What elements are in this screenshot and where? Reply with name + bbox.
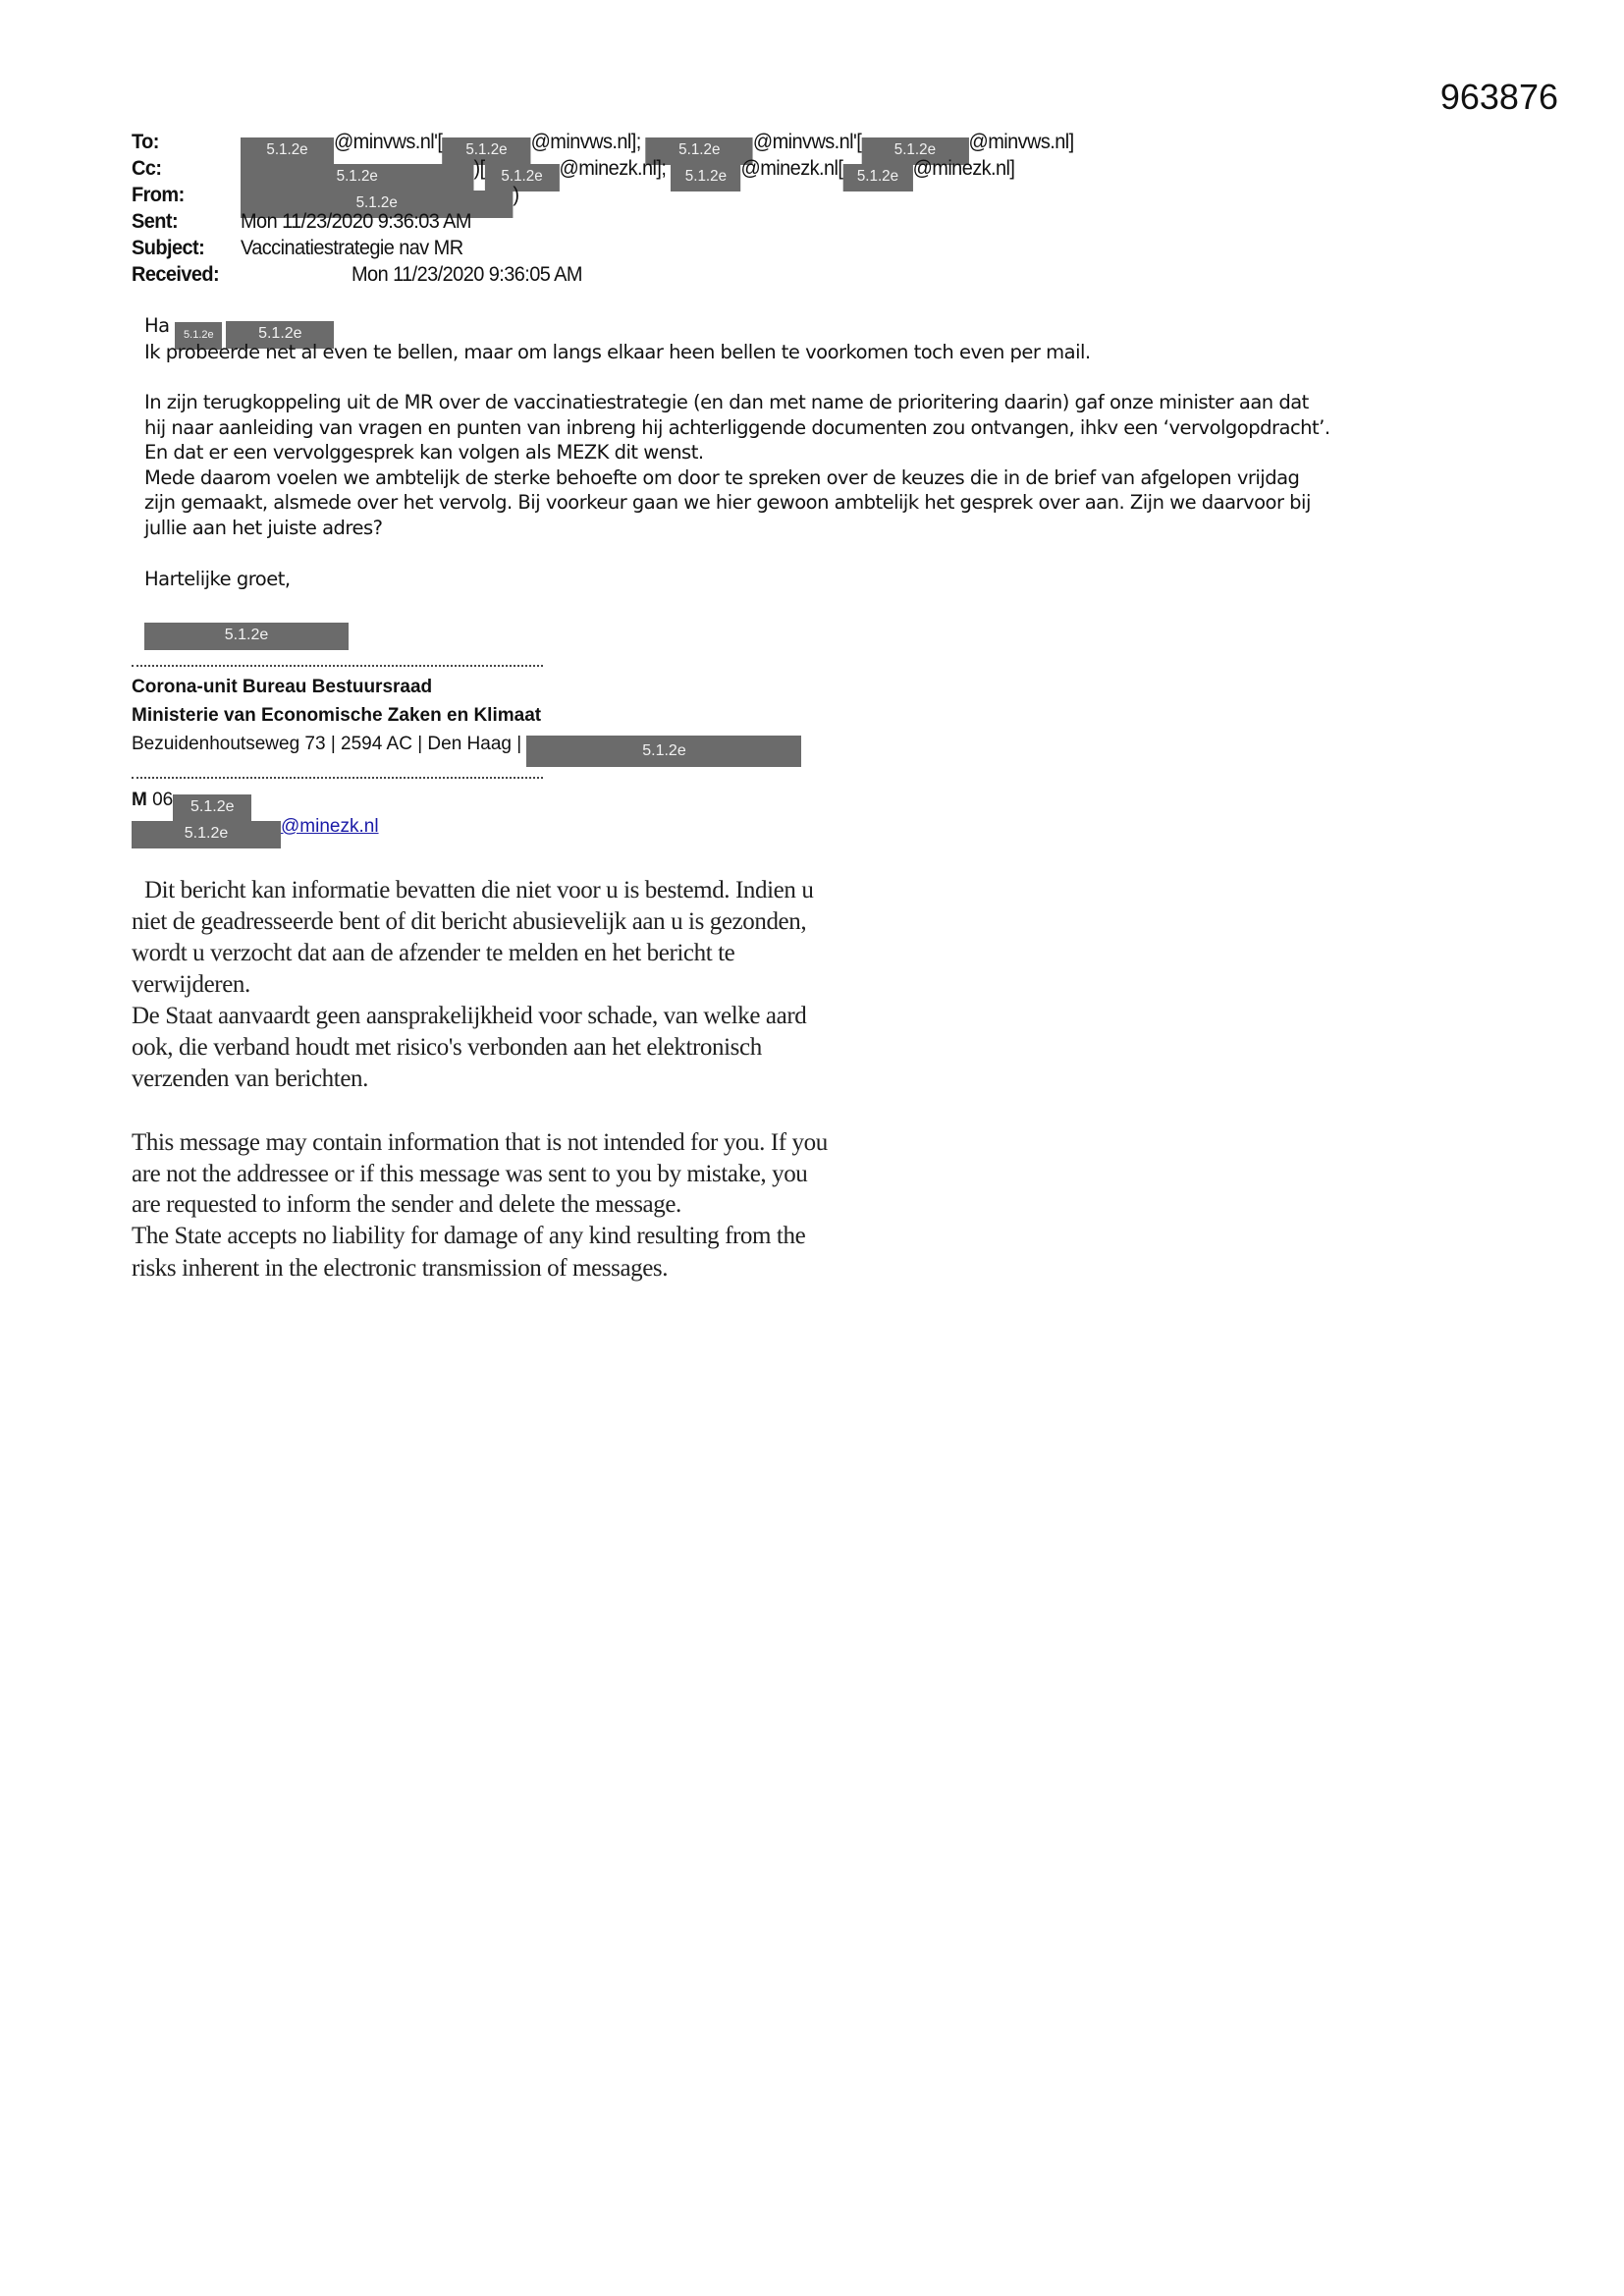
body-line: jullie aan het juiste adres? (144, 517, 383, 539)
redaction: 5.1.2e (226, 321, 334, 349)
cc-part: )[ (473, 157, 485, 180)
redaction: 5.1.2e (241, 164, 474, 191)
redaction: 5.1.2e (646, 137, 753, 165)
closing: Hartelijke groet, (144, 568, 291, 590)
disclaimer-line: are requested to inform the sender and delete the message. (132, 1191, 681, 1218)
body-line: In zijn terugkoppeling uit de MR over de vaccinatiestrategie (en dan met name de prioritering daarin) gaf onze minister aan dat (144, 391, 1309, 413)
document-id: 963876 (1439, 77, 1558, 117)
body-line: Ik probeerde net al even te bellen, maar om langs elkaar heen bellen te voorkomen toch even per mail. (144, 341, 1091, 363)
body-line: hij naar aanleiding van vragen en punten van inbreng hij achterliggende documenten zou ontvangen, ihkv een ‘vervolgopdracht’. (144, 416, 1330, 439)
disclaimer-line: Dit bericht kan informatie bevatten die niet voor u is bestemd. Indien u (144, 877, 814, 903)
to-part: @minvws.nl'[ (752, 131, 862, 153)
redaction: 5.1.2e (671, 164, 740, 191)
disclaimer-line: The State accepts no liability for damage of any kind resulting from the (132, 1223, 806, 1249)
redaction: 5.1.2e (175, 322, 222, 350)
disclaimer-line: ook, die verband houdt met risico's verbonden aan het elektronisch (132, 1034, 762, 1061)
disclaimer-line: De Staat aanvaardt geen aansprakelijkheid voor schade, van welke aard (132, 1003, 807, 1029)
address-text: Bezuidenhoutseweg 73 | 2594 AC | Den Haag | (132, 734, 522, 754)
signature-email (132, 816, 379, 848)
disclaimer-line: verzenden van berichten. (132, 1066, 368, 1092)
received-value: Mon 11/23/2020 9:36:05 AM (352, 263, 582, 286)
disclaimer-line: verwijderen. (132, 971, 250, 998)
disclaimer-line: are not the addressee or if this message was sent to you by mistake, you (132, 1161, 808, 1187)
signature-ministry: Ministerie van Economische Zaken en Klimaat (132, 705, 542, 726)
disclaimer-line: This message may contain information that is not intended for you. If you (132, 1129, 828, 1156)
mobile-label: M (132, 790, 147, 810)
redaction: 5.1.2e (173, 794, 251, 822)
to-part: @minvws.nl'[ (334, 131, 443, 153)
sent-value: Mon 11/23/2020 9:36:03 AM (241, 210, 471, 233)
subject-label: Subject: (132, 237, 205, 259)
redaction: 5.1.2e (485, 164, 560, 191)
body-line: Mede daarom voelen we ambtelijk de sterke behoefte om door te spreken over de keuzes die in de brief van afgelopen vrijdag (144, 466, 1300, 489)
cc-part: @minezk.nl] (912, 157, 1015, 180)
redaction: 5.1.2e (241, 137, 334, 165)
from-tail: ) (513, 184, 519, 206)
to-part: @minvws.nl]; (530, 131, 641, 153)
to-label: To: (132, 131, 159, 153)
received-label: Received: (132, 263, 220, 286)
body-line: zijn gemaakt, alsmede over het vervolg. Bij voorkeur gaan we hier gewoon ambtelijk het gesprek over aan. Zijn we daarvoor bij (144, 491, 1311, 514)
from-label: From: (132, 184, 185, 206)
redaction: 5.1.2e (842, 164, 912, 191)
redaction: 5.1.2e (526, 736, 801, 767)
email-link[interactable]: @minezk.nl (281, 816, 379, 837)
redaction: 5.1.2e (442, 137, 530, 165)
disclaimer-line: wordt u verzocht dat aan de afzender te melden en het bericht te (132, 940, 735, 966)
signature-address (132, 734, 801, 767)
cc-part: @minezk.nl]; (559, 157, 667, 180)
divider (132, 665, 543, 667)
body-line: En dat er een vervolggesprek kan volgen als MEZK dit wenst. (144, 441, 704, 464)
sent-label: Sent: (132, 210, 179, 233)
redaction: 5.1.2e (861, 137, 968, 165)
subject-value: Vaccinatiestrategie nav MR (241, 237, 463, 259)
disclaimer-line: niet de geadresseerde bent of dit bericht abusievelijk aan u is gezonden, (132, 908, 807, 935)
to-part: @minvws.nl] (968, 131, 1074, 153)
cc-part: @minezk.nl[ (740, 157, 843, 180)
divider (132, 777, 543, 779)
redaction-sender-name: 5.1.2e (144, 623, 349, 650)
cc-label: Cc: (132, 157, 162, 180)
redaction: 5.1.2e (132, 821, 281, 848)
disclaimer-line: risks inherent in the electronic transmission of messages. (132, 1255, 669, 1282)
redaction: 5.1.2e (241, 191, 513, 218)
mobile-prefix: 06 (152, 790, 174, 810)
signature-unit: Corona-unit Bureau Bestuursraad (132, 677, 433, 697)
greeting-text: Ha (144, 314, 170, 337)
